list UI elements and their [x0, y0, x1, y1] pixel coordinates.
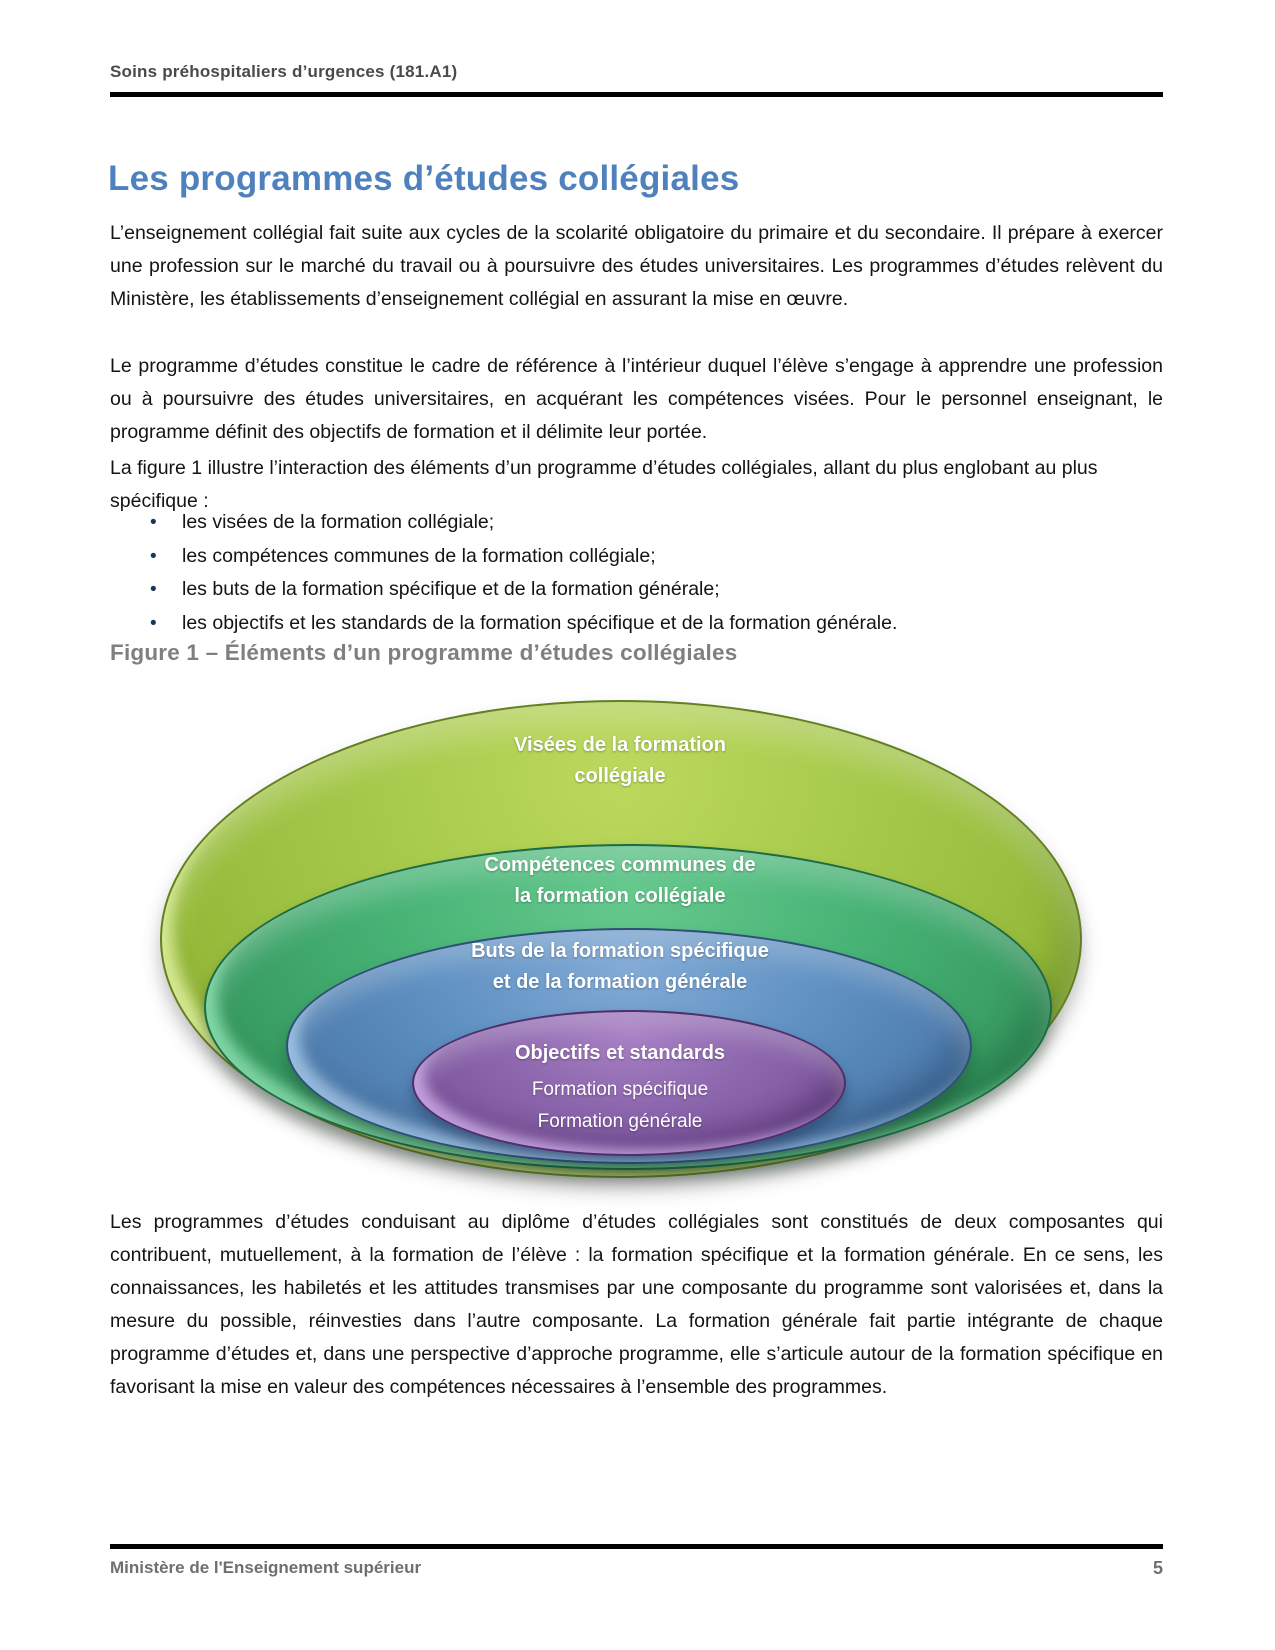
ring-label-formation-specifique: Formation spécifique	[531, 1079, 709, 1100]
paragraph-composantes: Les programmes d’études conduisant au diplôme d’études collégiales sont constitués de deux composantes qui contribuent, mutuellement, à la formation de l’élève : la formation spécifique et la formation générale. En ce sens, les connaissances, les habiletés et les attitudes transmises par une composante du programme sont valorisées et, dans la mesure du possible, réinvesties dans l’autre composante. La formation générale fait partie intégrante de chaque programme d’études et, dans une perspective d’approche programme, elle s’articule autour de la formation spécifique en favorisant la mise en valeur des compétences nécessaires à l’ensemble des programmes.	[110, 1210, 1163, 1398]
bullet-icon: •	[150, 612, 157, 634]
ring-label-competences	[160, 850, 1080, 912]
bullet-icon: •	[150, 512, 157, 533]
ring-label-line: Visées de la formation	[514, 734, 726, 756]
ring-label-line: la formation collégiale	[514, 885, 726, 907]
list-item	[148, 540, 1148, 574]
header-rule	[110, 92, 1163, 97]
list-item-label: les buts de la formation spécifique et de la formation générale;	[182, 578, 720, 600]
ring-label-formation-generale: Formation générale	[537, 1111, 703, 1132]
list-item	[148, 607, 1148, 641]
list-item	[148, 506, 1148, 540]
figure-nested-ellipses-diagram	[160, 698, 1080, 1183]
ring-label-line: collégiale	[574, 765, 666, 787]
footer-ministry-label: Ministère de l'Enseignement supérieur	[110, 1558, 422, 1577]
ring-label-objectifs-title: Objectifs et standards	[514, 1042, 726, 1064]
bullet-icon: •	[150, 579, 157, 600]
ring-label-line: et de la formation générale	[492, 971, 748, 993]
paragraph-figure-intro: La figure 1 illustre l’interaction des éléments d’un programme d’études collégiales, allant du plus englobant au plus spécifique :	[110, 456, 1098, 512]
page-title: Les programmes d’études collégiales	[108, 159, 740, 199]
bullet-icon: •	[150, 545, 157, 567]
figure-caption: Figure 1 – Éléments d’un programme d’études collégiales	[110, 640, 738, 665]
page-header-title: Soins préhospitaliers d’urgences (181.A1)	[110, 62, 458, 81]
ring-label-buts	[160, 936, 1080, 998]
elements-bullet-list	[148, 506, 1148, 640]
ring-label-visees	[160, 730, 1080, 792]
footer-rule	[110, 1544, 1163, 1549]
list-item	[148, 573, 1148, 607]
list-item-label: les visées de la formation collégiale;	[182, 511, 495, 533]
list-item-label: les objectifs et les standards de la formation spécifique et de la formation générale.	[182, 611, 898, 634]
paragraph-enseignement-collegial: L’enseignement collégial fait suite aux cycles de la scolarité obligatoire du primaire et du secondaire. Il prépare à exercer une profession sur le marché du travail ou à poursuivre des études universitaires. Les programmes d’études relèvent du Ministère, les établissements d’enseignement collégial en assurant la mise en œuvre.	[110, 221, 1163, 310]
paragraph-programme-etudes: Le programme d’études constitue le cadre de référence à l’intérieur duquel l’élève s’engage à apprendre une profession ou à poursuivre des études universitaires, en acquérant les compétences visées. Pour le personnel enseignant, le programme définit des objectifs de formation et il délimite leur portée.	[110, 354, 1163, 443]
footer-page-number: 5	[1152, 1558, 1163, 1578]
list-item-label: les compétences communes de la formation collégiale;	[182, 544, 656, 567]
ring-label-line: Buts de la formation spécifique	[471, 940, 769, 962]
ring-label-line: Compétences communes de	[484, 854, 756, 876]
